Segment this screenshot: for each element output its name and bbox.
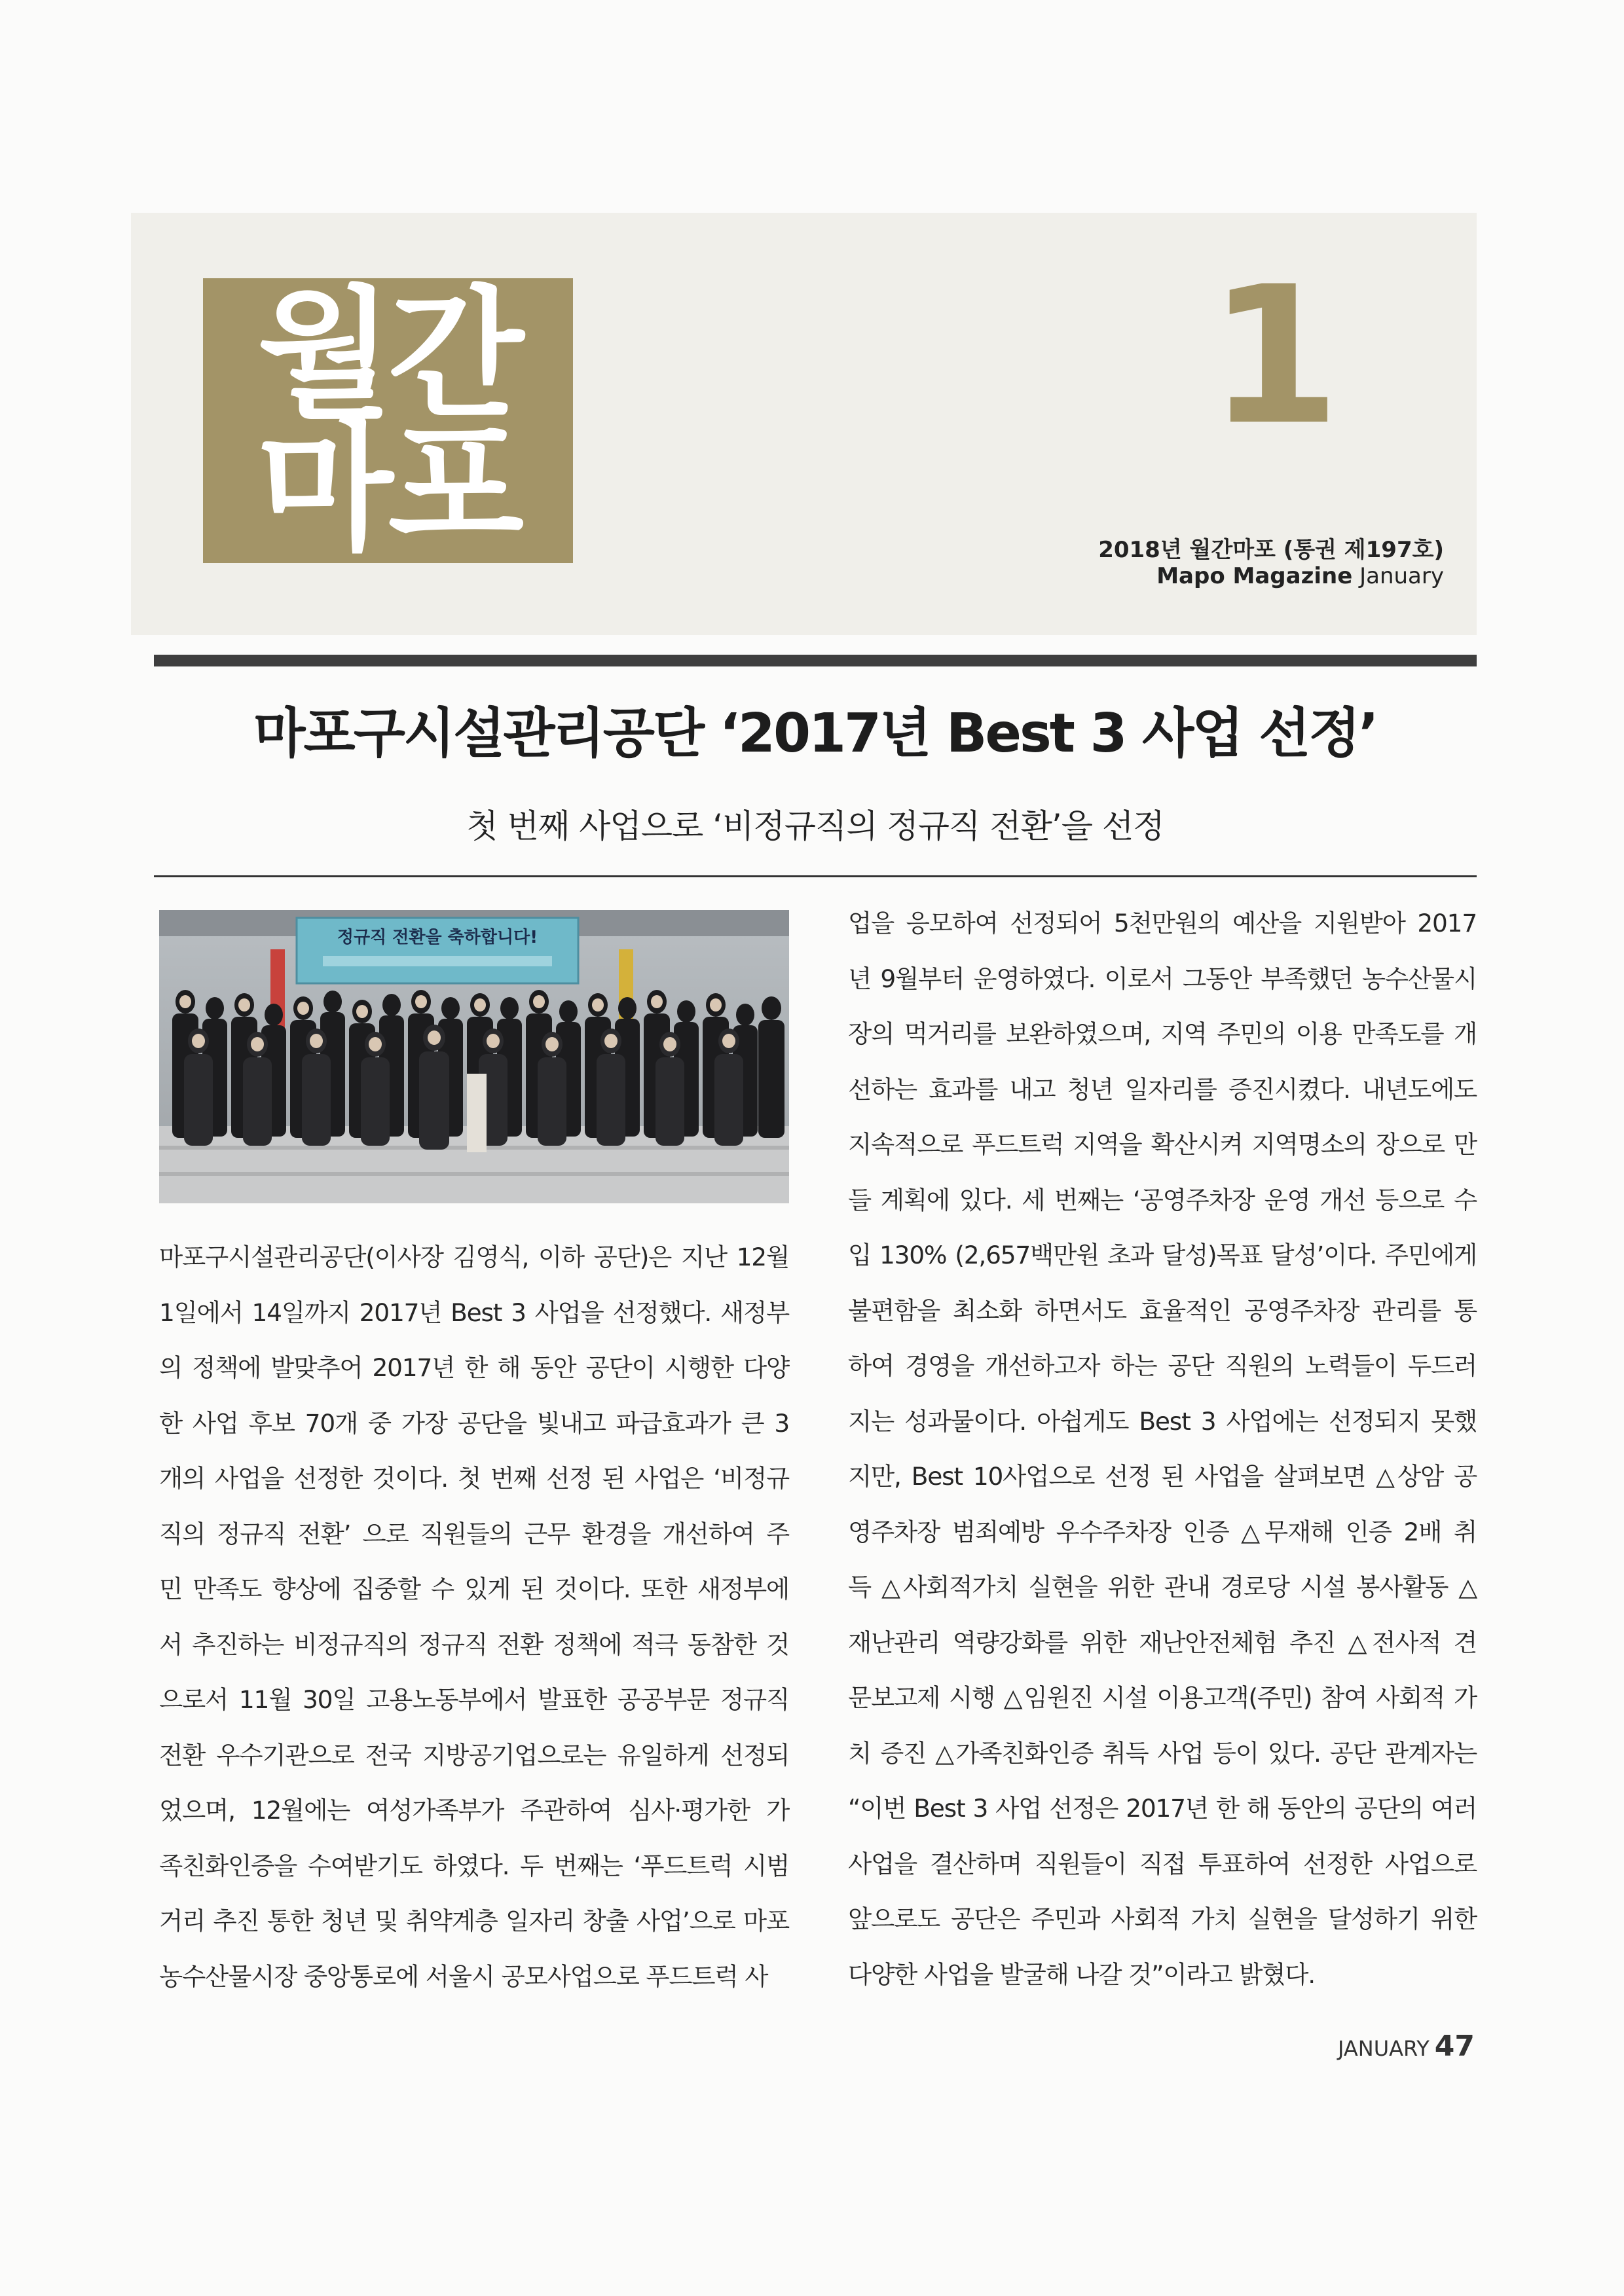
article-text-line: 한 사업 후보 70개 중 가장 공단을 빛내고 파급효과가 큰 3 [159, 1408, 789, 1438]
article-text-line: 으로서 11월 30일 고용노동부에서 발표한 공공부문 정규직 [159, 1685, 789, 1714]
article-text-line: “이번 Best 3 사업 선정은 2017년 한 해 동안의 공단의 여러 [848, 1794, 1477, 1823]
footer-month: JANUARY [1338, 2036, 1430, 2061]
article-text-line: 장의 먹거리를 보완하였으며, 지역 주민의 이용 만족도를 개 [848, 1019, 1477, 1048]
article-text-line: 치 증진 △가족친화인증 취득 사업 등이 있다. 공단 관계자는 [848, 1738, 1477, 1768]
article-text-line: 업을 응모하여 선정되어 5천만원의 예산을 지원받아 2017 [848, 909, 1477, 938]
headline-rule [154, 875, 1477, 877]
article-text-line: 영주차장 범죄예방 우수주차장 인증 △무재해 인증 2배 취 [848, 1517, 1477, 1546]
article-text-line: 지는 성과물이다. 아쉽게도 Best 3 사업에는 선정되지 못했 [848, 1406, 1477, 1436]
article-text-line: 득 △사회적가치 실현을 위한 관내 경로당 시설 봉사활동 △ [848, 1573, 1477, 1601]
issue-title: 2018년 월간마포 (통권 제197호) [1098, 537, 1444, 563]
article-column-right [848, 896, 1477, 2002]
article-text-line: 족친화인증을 수여받기도 하였다. 두 번째는 ‘푸드트럭 시범 [159, 1851, 789, 1880]
article-text-line: 입 130% (2,657백만원 초과 달성)목표 달성’이다. 주민에게 [848, 1241, 1477, 1269]
photo-banner-text: 정규직 전환을 축하합니다! [337, 928, 538, 947]
article-text-line: 개의 사업을 선정한 것이다. 첫 번째 선정 된 사업은 ‘비정규 [159, 1464, 789, 1493]
article-text-line: 전환 우수기관으로 전국 지방공기업으로는 유일하게 선정되 [159, 1740, 789, 1770]
top-rule [154, 655, 1477, 666]
article-text-line: 민 만족도 향상에 집중할 수 있게 된 것이다. 또한 새정부에 [159, 1575, 789, 1603]
article-text-line: 불편함을 최소화 하면서도 효율적인 공영주차장 관리를 통 [848, 1296, 1477, 1325]
logo-line-1: 월간 [257, 272, 519, 437]
article-text-line: 1일에서 14일까지 2017년 Best 3 사업을 선정했다. 새정부 [159, 1298, 789, 1327]
issue-number: 1 [1208, 246, 1340, 467]
article-text-line: 문보고제 시행 △임원진 시설 이용고객(주민) 참여 사회적 가 [848, 1683, 1477, 1712]
issue-subtitle [1156, 563, 1444, 589]
article-text-line: 지속적으로 푸드트럭 지역을 확산시켜 지역명소의 장으로 만 [848, 1130, 1477, 1159]
article-text-line: 었으며, 12월에는 여성가족부가 주관하여 심사·평가한 가 [159, 1796, 789, 1825]
article-text-line: 지만, Best 10사업으로 선정 된 사업을 살펴보면 △상암 공 [848, 1462, 1477, 1491]
article-headline: 마포구시설관리공단 ‘2017년 Best 3 사업 선정’ [253, 702, 1377, 765]
article-text-line: 거리 추진 통한 청년 및 취약계층 일자리 창출 사업’으로 마포 [159, 1906, 789, 1935]
article-text-line: 재난관리 역량강화를 위한 재난안전체험 추진 △전사적 견 [848, 1628, 1477, 1657]
article-text-line: 선하는 효과를 내고 청년 일자리를 증진시켰다. 내년도에도 [848, 1074, 1477, 1104]
article-photo [159, 910, 789, 1203]
article-column-left [159, 1230, 789, 2004]
group-photo-illustration [159, 910, 789, 1203]
article-text-line: 농수산물시장 중앙통로에 서울시 공모사업으로 푸드트럭 사 [159, 1961, 768, 1991]
article-subhead: 첫 번째 사업으로 ‘비정규직의 정규직 전환’을 선정 [466, 807, 1164, 845]
article-text-line: 의 정책에 발맞추어 2017년 한 해 동안 공단이 시행한 다양 [159, 1353, 789, 1382]
article-text-line: 서 추진하는 비정규직의 정규직 전환 정책에 적극 동참한 것 [159, 1630, 789, 1659]
magazine-logo [203, 272, 573, 570]
logo-line-2: 마포 [257, 405, 519, 570]
article-text-line: 앞으로도 공단은 주민과 사회적 가치 실현을 달성하기 위한 [848, 1904, 1477, 1933]
page-footer [1338, 2030, 1475, 2063]
article-text-line: 사업을 결산하며 직원들이 직접 투표하여 선정한 사업으로 [848, 1849, 1477, 1878]
article-text-line: 년 9월부터 운영하였다. 이로서 그동안 부족했던 농수산물시 [848, 964, 1477, 993]
article-text-line: 들 계획에 있다. 세 번째는 ‘공영주차장 운영 개선 등으로 수 [848, 1185, 1477, 1214]
article-text-line: 직의 정규직 전환’ 으로 직원들의 근무 환경을 개선하여 주 [159, 1519, 789, 1548]
magazine-name: Mapo Magazine [1156, 563, 1353, 589]
article-text-line: 다양한 사업을 발굴해 나갈 것”이라고 밝혔다. [848, 1959, 1315, 1989]
article-text-line: 하여 경영을 개선하고자 하는 공단 직원의 노력들이 두드러 [848, 1351, 1477, 1380]
page-number: 47 [1434, 2030, 1475, 2063]
article-text-line: 마포구시설관리공단(이사장 김영식, 이하 공단)은 지난 12월 [159, 1243, 789, 1271]
issue-month: January [1359, 563, 1444, 589]
